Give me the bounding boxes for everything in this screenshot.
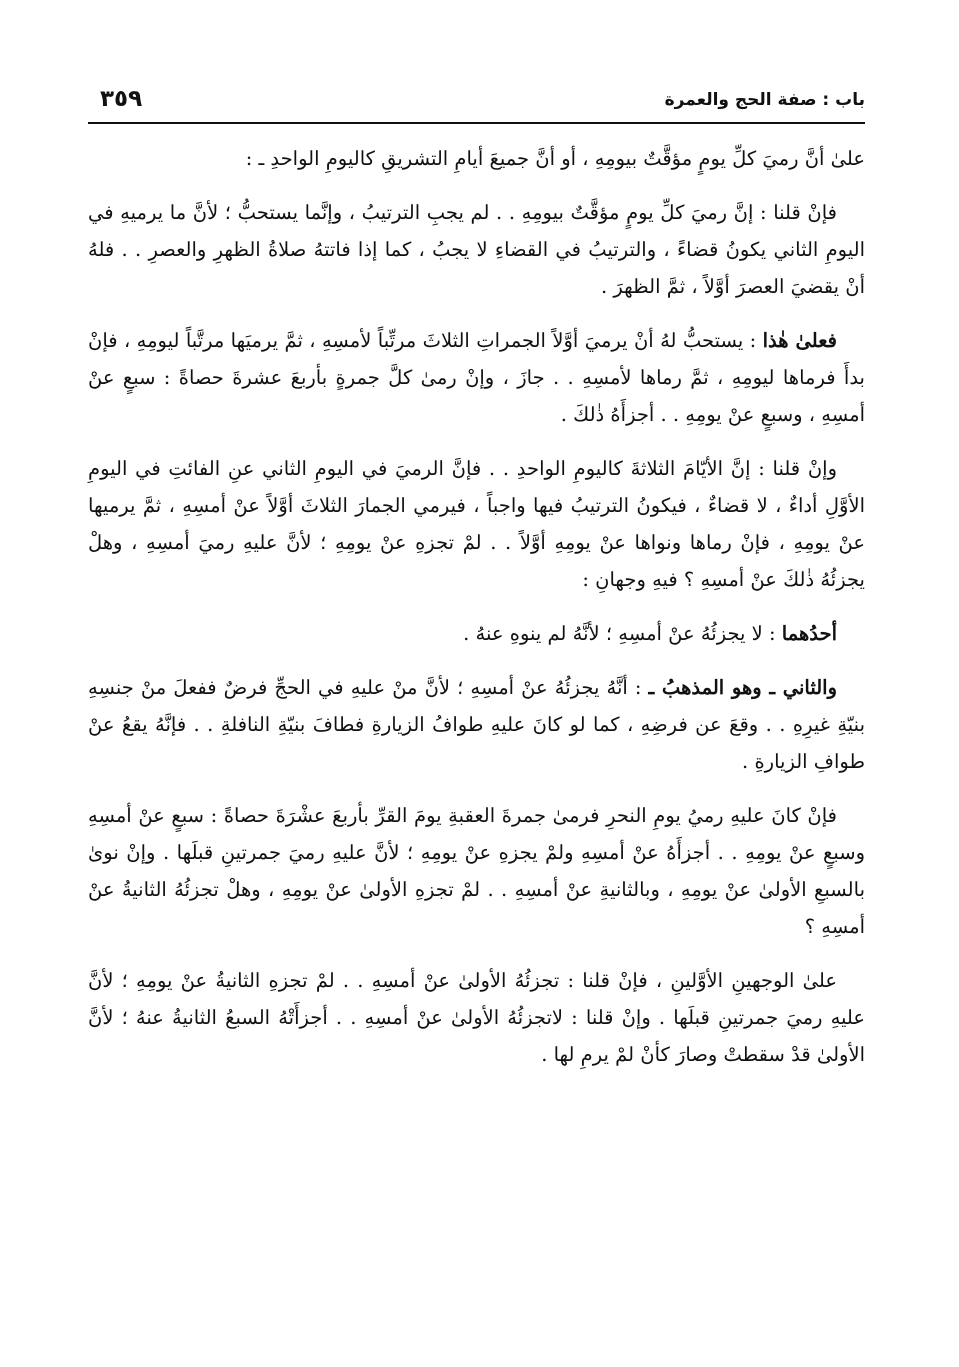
paragraph <box>88 450 865 598</box>
page-body <box>88 140 865 1090</box>
paragraph <box>88 140 865 177</box>
paragraph-text: فإنْ كانَ عليهِ رميُ يومِ النحرِ فرمىٰ جمرةَ العقبةِ يومَ القرِّ بأربعَ عشْرَةَ حصاةً : سبعٍ عنْ أمسِهِ وسبعٍ عنْ يومِهِ . . أجزأَهُ عنْ أمسِهِ ولمْ يجزهِ عنْ يومِهِ ؛ لأنَّ عليهِ رميَ جمرتينِ قبلَها . وإنْ نوىٰ بالسبعِ الأولىٰ عنْ يومِهِ ، وبالثانيةِ عنْ أمسِهِ . . لمْ تجزهِ الأولىٰ عنْ يومِهِ ، وهلْ تجزئُهُ الثانيةُ عنْ أمسِهِ ؟ <box>88 804 865 938</box>
paragraph <box>88 669 865 780</box>
paragraph-lead: أحدُهما <box>781 622 837 645</box>
paragraph-text: فإنْ قلنا : إنَّ رميَ كلِّ يومٍ مؤقَّتٌ بيومِهِ . . لم يجبِ الترتيبُ ، وإنَّما يستحبُّ ؛ لأنَّ ما يرميهِ في اليومِ الثاني يكونُ قضاءً ، والترتيبُ في القضاءِ لا يجبُ ، كما إذا فاتتهُ صلاةُ الظهرِ والعصرِ . . فلهُ أنْ يقضيَ العصرَ أوَّلاً ، ثمَّ الظهرَ . <box>88 201 865 298</box>
paragraph-lead: والثاني ـ وهو المذهبُ ـ <box>648 676 838 699</box>
header-divider <box>88 122 865 124</box>
paragraph <box>88 962 865 1073</box>
chapter-title: باب : صفة الحج والعمرة <box>664 90 865 110</box>
paragraph <box>88 194 865 305</box>
paragraph <box>88 797 865 945</box>
page-number: ٣٥٩ <box>100 86 143 112</box>
paragraph-text: : أنَّهُ يجزئُهُ عنْ أمسِهِ ؛ لأنَّ منْ عليهِ في الحجِّ فرضٌ ففعلَ منْ جنسِهِ بنيّةِ غيرِهِ . . وقعَ عن فرضِهِ ، كما لو كانَ عليهِ طوافُ الزيارةِ فطافَ بنيّةِ النافلةِ . . فإنَّهُ يقعُ عنْ طوافِ الزيارةِ . <box>88 676 865 773</box>
paragraph-text: : لا يجزئُهُ عنْ أمسِهِ ؛ لأنَّهُ لم ينوهِ عنهُ . <box>463 622 782 645</box>
paragraph-text: وإنْ قلنا : إنَّ الأيّامَ الثلاثةَ كاليومِ الواحدِ . . فإنَّ الرميَ في اليومِ الثاني عنِ الفائتِ في اليومِ الأوَّلِ أداءٌ ، لا قضاءٌ ، فيكونُ الترتيبُ فيها واجباً ، فيرمي الجمارَ الثلاثَ أوَّلاً عنْ أمسِهِ ، ثمَّ يرميها عنْ يومِهِ ، فإنْ رماها ونواها عنْ يومِهِ أوَّلاً . . لمْ تجزهِ عنْ يومِهِ ؛ لأنَّ عليهِ رميَ أمسِهِ ، وهلْ يجزئُهُ ذٰلكَ عنْ أمسِهِ ؟ فيهِ وجهانِ : <box>88 457 865 591</box>
paragraph-text: علىٰ الوجهينِ الأوَّلينِ ، فإنْ قلنا : تجزئُهُ الأولىٰ عنْ أمسِهِ . . لمْ تجزهِ الثانيةُ عنْ يومِهِ ؛ لأنَّ عليهِ رميَ جمرتينِ قبلَها . وإنْ قلنا : لاتجزئُهُ الأولىٰ عنْ أمسِهِ . . أجزأَتْهُ السبعُ الثانيةُ عنهُ ؛ لأنَّ الأولىٰ قدْ سقطتْ وصارَ كأنْ لمْ يرمِ لها . <box>88 969 865 1066</box>
paragraph-text: : يستحبُّ لهُ أنْ يرميَ أوَّلاً الجمراتِ الثلاثَ مرتِّباً لأمسِهِ ، ثمَّ يرميَها مرتَّباً ليومِهِ ، فإنْ بدأَ فرماها ليومِهِ ، ثمَّ رماها لأمسِهِ . . جازَ ، وإنْ رمىٰ كلَّ جمرةٍ بأربعَ عشرةَ حصاةً : سبعٍ عنْ أمسِهِ ، وسبعٍ عنْ يومِهِ . . أجزأَهُ ذٰلكَ . <box>88 329 865 426</box>
paragraph-lead: فعلىٰ هٰذا <box>762 329 837 352</box>
paragraph-text: علىٰ أنَّ رميَ كلِّ يومٍ مؤقَّتٌ بيومِهِ ، أو أنَّ جميعَ أيامِ التشريقِ كاليومِ الواحدِ ـ : <box>245 147 865 170</box>
page-header <box>88 82 865 122</box>
paragraph <box>88 615 865 652</box>
paragraph <box>88 322 865 433</box>
